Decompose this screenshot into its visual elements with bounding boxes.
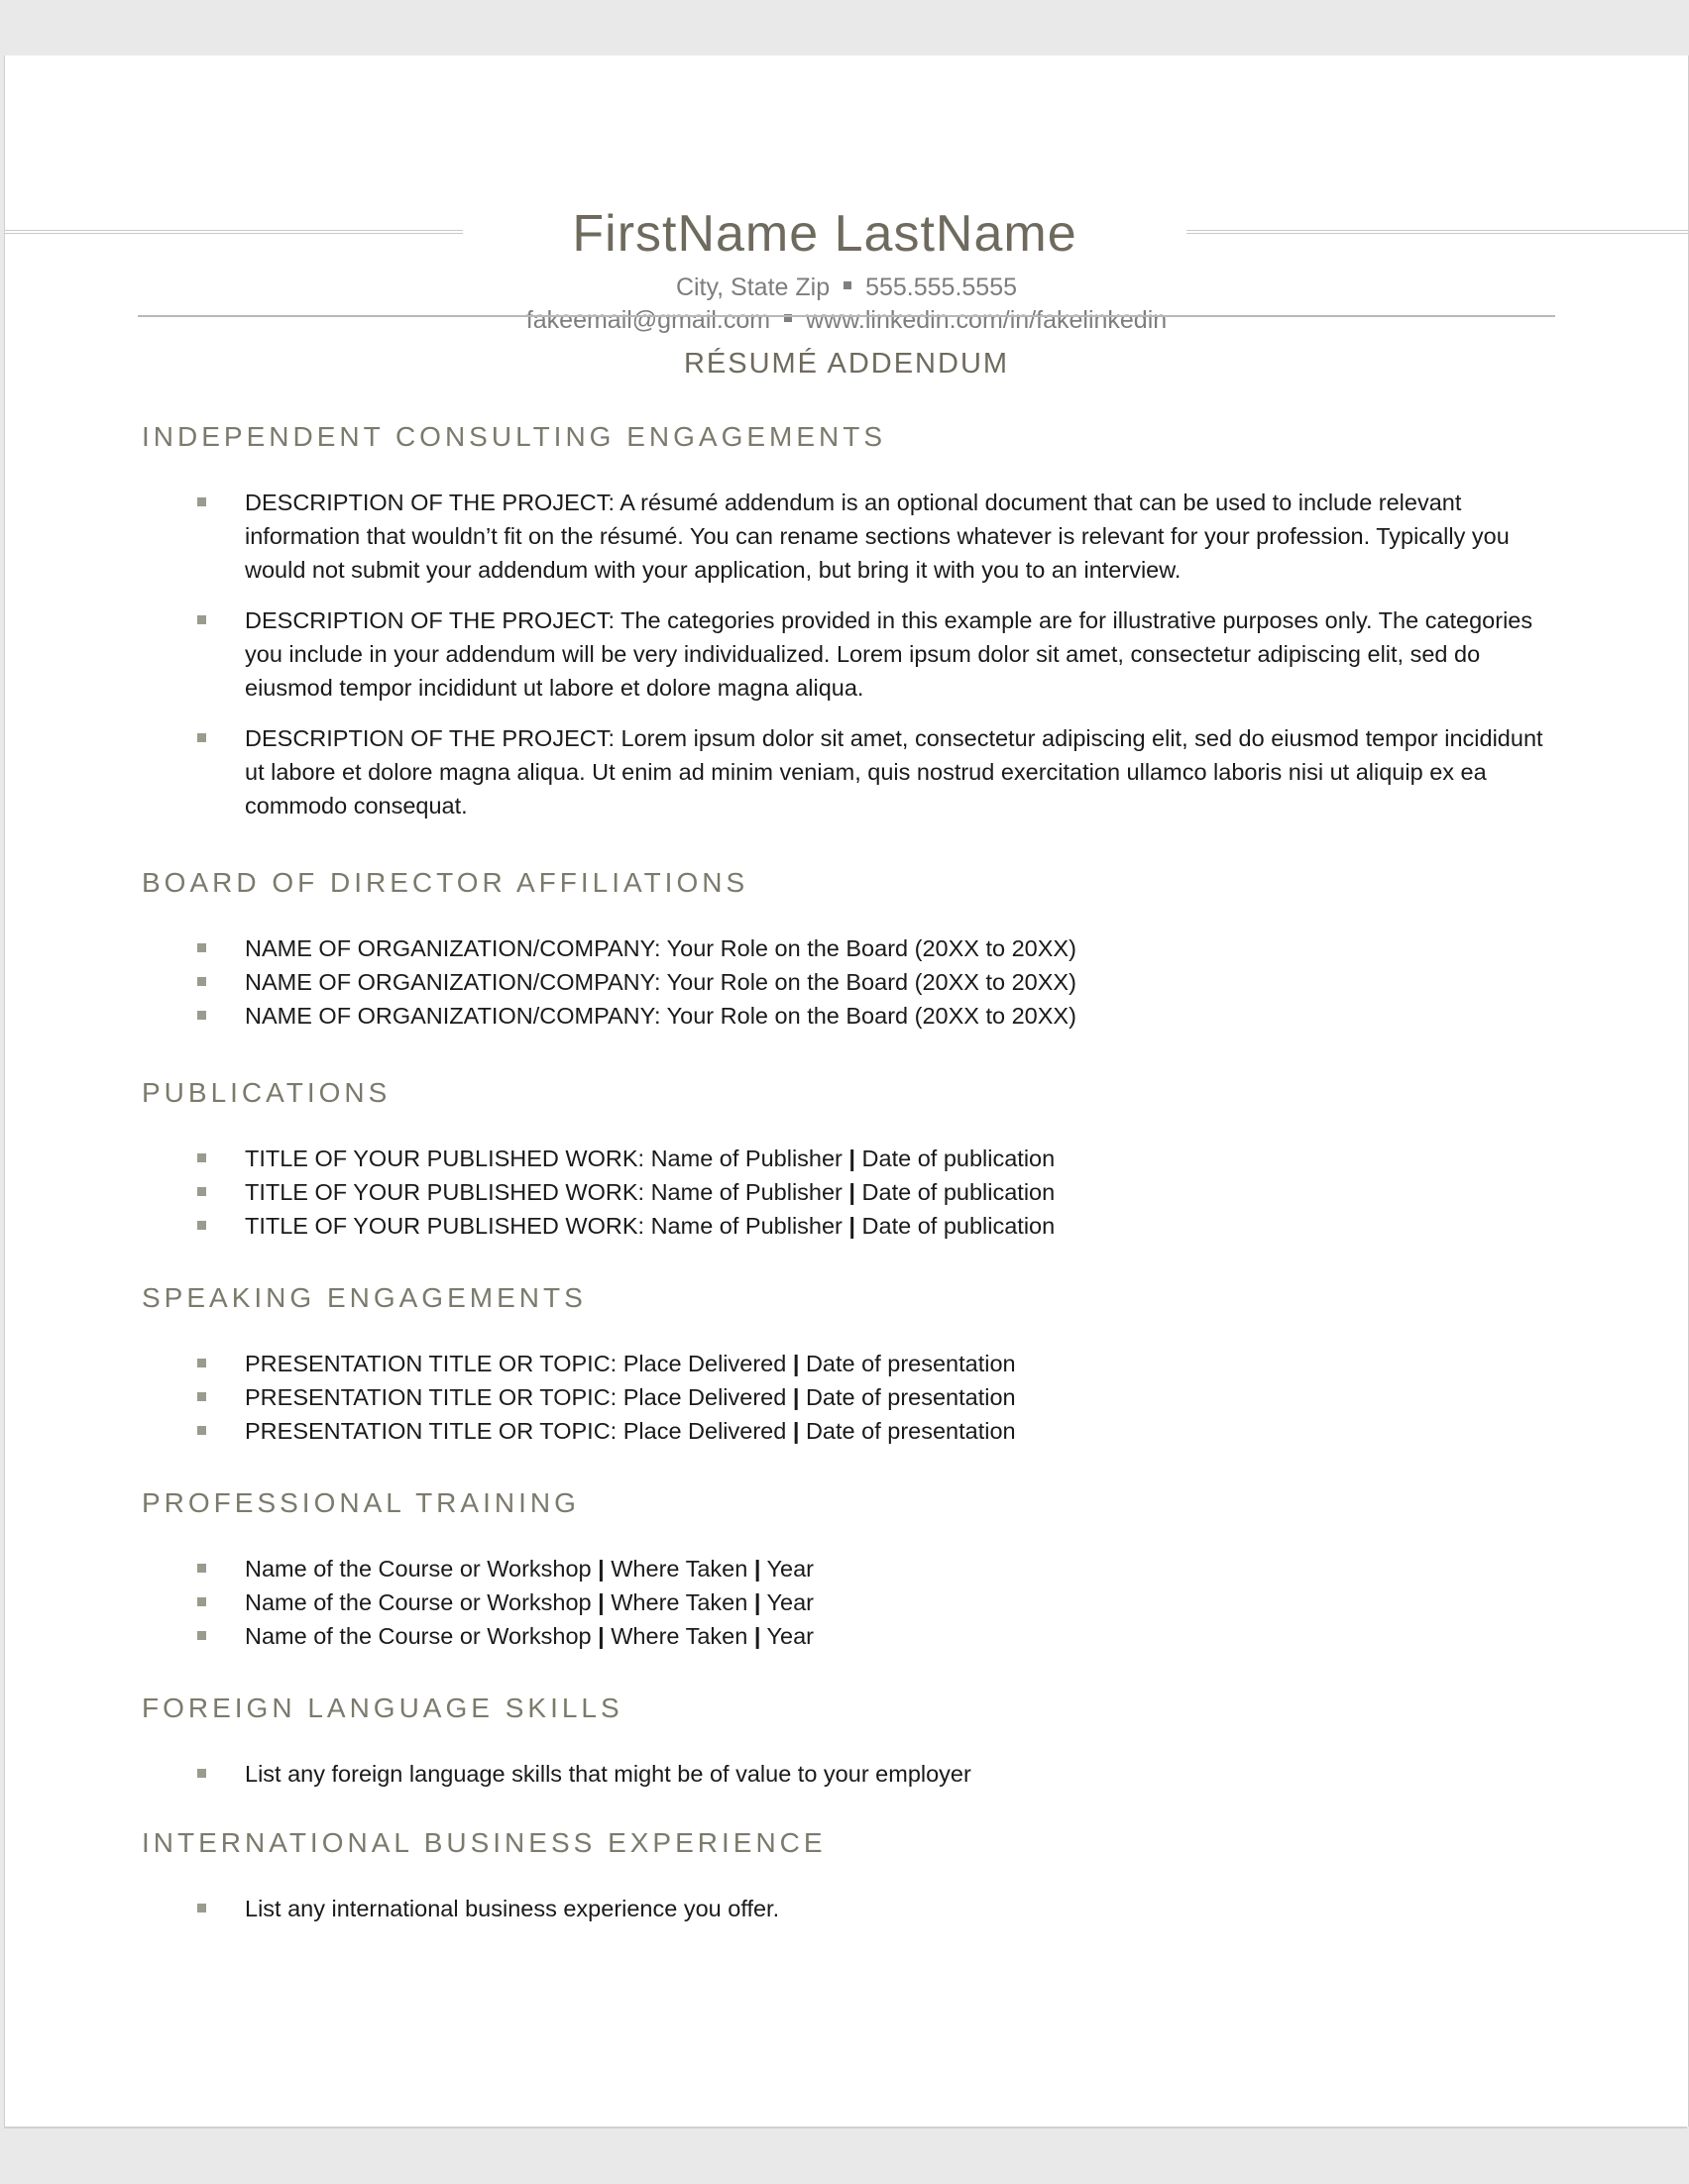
header-divider <box>138 315 1555 317</box>
bullet-square-icon <box>197 1631 206 1640</box>
list-item-text: NAME OF ORGANIZATION/COMPANY: Your Role on the Board (20XX to 20XX) <box>245 969 1076 995</box>
bullet-square-icon <box>197 1221 206 1230</box>
list-item-text: DESCRIPTION OF THE PROJECT: The categories provided in this example are for illustrative purposes only. The categories you include in your addendum will be very individualized. Lorem ipsum dolor sit amet, consectetur adipiscing elit, sed do eiusmod tempor incididunt ut labore et dolore magna aliqua. <box>245 607 1533 701</box>
pipe-separator: | <box>598 1623 605 1649</box>
course-location: Where Taken <box>611 1623 748 1649</box>
training-list <box>183 1552 1551 1653</box>
bullet-square-icon <box>197 733 206 742</box>
bullet-square-icon <box>197 1426 206 1435</box>
list-item <box>183 721 1551 822</box>
pipe-separator: | <box>753 1589 761 1615</box>
bullet-square-icon <box>197 615 206 624</box>
course-year: Year <box>766 1589 814 1615</box>
list-item <box>183 1619 1551 1653</box>
list-item <box>183 999 1551 1033</box>
list-item <box>183 1892 1551 1925</box>
publication-title: TITLE OF YOUR PUBLISHED WORK: Name of Publisher <box>245 1146 843 1171</box>
bullet-square-icon <box>197 1564 206 1573</box>
list-item <box>183 965 1551 999</box>
presentation-date: Date of presentation <box>805 1351 1016 1376</box>
list-item <box>183 1209 1551 1243</box>
list-item <box>183 1585 1551 1619</box>
pipe-separator: | <box>753 1556 761 1582</box>
list-item-text: List any foreign language skills that might be of value to your employer <box>245 1761 971 1787</box>
bullet-square-icon <box>197 1769 206 1778</box>
resume-page <box>4 55 1689 2127</box>
list-item-text: NAME OF ORGANIZATION/COMPANY: Your Role on the Board (20XX to 20XX) <box>245 1003 1076 1029</box>
pipe-separator: | <box>792 1351 800 1376</box>
bullet-square-icon <box>197 497 206 506</box>
separator-square-icon <box>844 281 851 289</box>
pipe-separator: | <box>753 1623 761 1649</box>
list-item <box>183 1142 1551 1175</box>
linkedin-url: www.linkedin.com/in/fakelinkedin <box>806 306 1168 334</box>
publication-date: Date of publication <box>861 1179 1056 1205</box>
candidate-name: FirstName LastName <box>572 205 1077 263</box>
course-name: Name of the Course or Workshop <box>245 1556 592 1582</box>
bullet-square-icon <box>197 1904 206 1912</box>
bullet-square-icon <box>197 1359 206 1367</box>
publication-date: Date of publication <box>861 1146 1056 1171</box>
list-item <box>183 486 1551 587</box>
pipe-separator: | <box>598 1589 605 1615</box>
pipe-separator: | <box>598 1556 605 1582</box>
pipe-separator: | <box>848 1179 855 1205</box>
pipe-separator: | <box>792 1384 800 1410</box>
publication-title: TITLE OF YOUR PUBLISHED WORK: Name of Publisher <box>245 1179 843 1205</box>
list-item <box>183 1552 1551 1585</box>
pipe-separator: | <box>792 1418 800 1444</box>
list-item <box>183 1757 1551 1791</box>
section-title-board: BOARD OF DIRECTOR AFFILIATIONS <box>142 867 749 898</box>
list-item <box>183 1175 1551 1209</box>
presentation-date: Date of presentation <box>805 1384 1016 1410</box>
bullet-square-icon <box>197 943 206 952</box>
list-item-text: DESCRIPTION OF THE PROJECT: Lorem ipsum dolor sit amet, consectetur adipiscing elit, sed do eiusmod tempor incididunt ut labore et dolore magna aliqua. Ut enim ad minim veniam, quis nostrud exercitation ullamco laboris nisi ut aliquip ex ea commodo consequat. <box>245 725 1543 819</box>
list-item <box>183 1380 1551 1414</box>
contact-line-2 <box>5 304 1688 336</box>
section-title-consulting: INDEPENDENT CONSULTING ENGAGEMENTS <box>142 421 887 452</box>
publications-list <box>183 1142 1551 1243</box>
decorative-rule-left <box>5 230 463 234</box>
bullet-square-icon <box>197 1597 206 1606</box>
contact-line-1 <box>5 272 1688 303</box>
speaking-list <box>183 1347 1551 1448</box>
bullet-square-icon <box>197 1153 206 1162</box>
bullet-square-icon <box>197 1392 206 1401</box>
page-bottom-divider <box>4 2127 1687 2129</box>
decorative-rule-right <box>1186 230 1688 234</box>
email-address: fakeemail@gmail.com <box>525 306 771 334</box>
bullet-square-icon <box>197 1011 206 1020</box>
list-item-text: DESCRIPTION OF THE PROJECT: A résumé addendum is an optional document that can be used to include relevant information that wouldn’t fit on the résumé. You can rename sections whatever is relevant for your profession. Typically you would not submit your addendum with your application, but bring it with you to an interview. <box>245 490 1510 583</box>
board-list <box>183 931 1551 1033</box>
list-item <box>183 1414 1551 1448</box>
section-title-international: INTERNATIONAL BUSINESS EXPERIENCE <box>142 1827 827 1858</box>
consulting-list <box>183 486 1551 839</box>
list-item <box>183 931 1551 965</box>
list-item-text: NAME OF ORGANIZATION/COMPANY: Your Role on the Board (20XX to 20XX) <box>245 935 1076 961</box>
bullet-square-icon <box>197 977 206 986</box>
section-title-speaking: SPEAKING ENGAGEMENTS <box>142 1282 587 1313</box>
list-item <box>183 1347 1551 1380</box>
list-item-text: List any international business experience you offer. <box>245 1896 780 1921</box>
section-title-publications: PUBLICATIONS <box>142 1077 392 1108</box>
list-item <box>183 603 1551 705</box>
document-title: RÉSUMÉ ADDENDUM <box>683 348 1010 380</box>
section-title-languages: FOREIGN LANGUAGE SKILLS <box>142 1693 623 1723</box>
presentation-title: PRESENTATION TITLE OR TOPIC: Place Delivered <box>245 1384 787 1410</box>
course-location: Where Taken <box>611 1589 748 1615</box>
languages-list <box>183 1757 1551 1791</box>
course-location: Where Taken <box>611 1556 748 1582</box>
city-state-zip: City, State Zip <box>675 273 831 301</box>
phone-number: 555.555.5555 <box>865 273 1018 301</box>
course-name: Name of the Course or Workshop <box>245 1589 592 1615</box>
presentation-date: Date of presentation <box>805 1418 1016 1444</box>
presentation-title: PRESENTATION TITLE OR TOPIC: Place Delivered <box>245 1418 787 1444</box>
publication-date: Date of publication <box>861 1213 1056 1239</box>
international-list <box>183 1892 1551 1925</box>
presentation-title: PRESENTATION TITLE OR TOPIC: Place Delivered <box>245 1351 787 1376</box>
course-year: Year <box>766 1623 814 1649</box>
bullet-square-icon <box>197 1187 206 1196</box>
pipe-separator: | <box>848 1213 855 1239</box>
publication-title: TITLE OF YOUR PUBLISHED WORK: Name of Publisher <box>245 1213 843 1239</box>
name-row <box>5 204 1688 273</box>
section-title-training: PROFESSIONAL TRAINING <box>142 1487 580 1518</box>
course-year: Year <box>766 1556 814 1582</box>
pipe-separator: | <box>848 1146 855 1171</box>
course-name: Name of the Course or Workshop <box>245 1623 592 1649</box>
